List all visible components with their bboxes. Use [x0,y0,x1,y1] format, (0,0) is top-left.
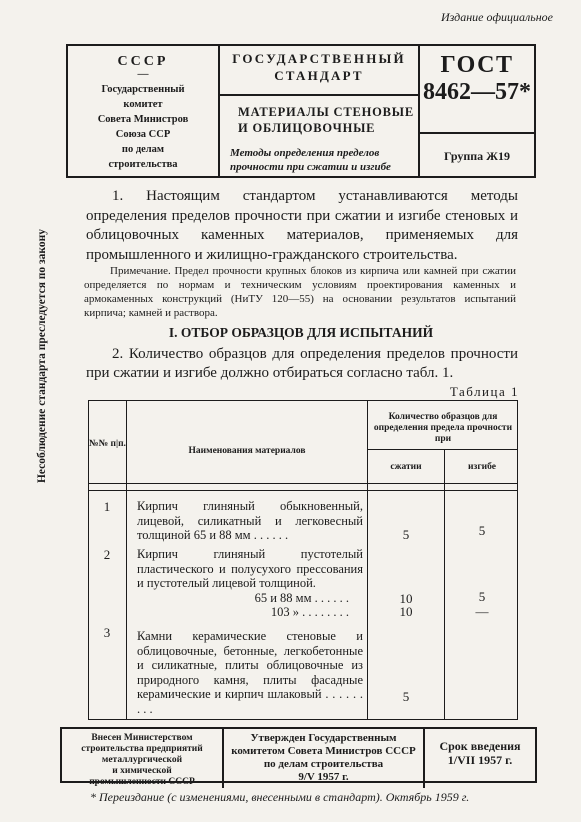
header-sample-count: Количество образцов для определения предела прочности при [373,412,513,444]
official-edition-note: Издание официальное [440,10,553,24]
gost-cell [420,46,534,176]
gost-number-box [420,46,534,134]
row-2-num: 2 [103,547,111,562]
row-3-text: Камни керамические стеновые и облицовочные, бетонные, легкобетонные и силикатные, плиты облицовочные из природного камня, плиты фасадные керамические и кирпич шлаковый . . . . . . . . . [137,629,363,716]
methods-subtitle: Методы определения пределов прочности при сжатии и изгибе [230,147,391,173]
row-3-num: 3 [103,625,111,640]
row-2-sub2-compression: 10 [399,604,413,619]
submitted-by: Внесен Министерством строительства предприятий металлургической и химической промышленности СССР [62,729,224,788]
row-3-compression: 5 [402,689,410,704]
section-title: I. ОТБОР ОБРАЗЦОВ ДЛЯ ИСПЫТАНИЙ [168,325,434,340]
header-dash: — [137,68,149,80]
table-divider [367,449,517,450]
row-2-sub1-compression: 10 [399,591,413,606]
group-label: Группа Ж19 [443,149,511,163]
state-standard-label: ГОСУДАРСТВЕННЫЙ СТАНДАРТ [220,46,418,96]
row-2-sub2: 103 » . . . . . . . . [270,605,349,619]
legal-side-note: Несоблюдение стандарта преследуется по закону [36,228,48,484]
standard-header [66,44,536,178]
title-cell [220,46,420,176]
header-bending: изгибе [468,462,496,472]
footer-block [60,727,537,787]
row-2-sub2-bending: — [475,604,489,619]
paragraph-2: 2. Количество образцов для определения пределов прочности при сжатии и изгибе должно отбираться согласно табл. 1. [86,346,518,381]
header-name: Наименования материалов [188,446,306,456]
gost-label: ГОСТ [440,52,514,78]
row-2-sub1: 65 и 88 мм . . . . . . [254,591,349,605]
reprint-note: * Переиздание (с изменениями, внесенными в стандарт). Октябрь 1959 г. [90,790,470,804]
table-caption: Таблица 1 [449,384,519,399]
ussr-committee-cell [68,46,220,176]
note-paragraph: Примечание. Предел прочности крупных блоков из кирпича или камней при сжатии определяется по нормам и техническим условиям проектирования каменных и армокаменных конструкций (НиТУ 120—55) на основании результатов испытаний кирпича; камней и раствора. [84,265,516,319]
approved-by: Утвержден Государственным комитетом Совета Министров СССР по делам строительства 9/V 1957 г. [224,729,425,788]
gost-number: 8462—57* [423,79,531,105]
effective-date: Срок введения 1/VII 1957 г. [439,739,521,767]
header-compression: сжатии [390,462,422,472]
row-1-text: Кирпич глиняный обыкновенный, лицевой, силикатный и легковесный толщиной 65 и 88 мм . . . . . . [137,499,363,542]
committee-name: Государственный комитет Совета Министров Союза ССР по делам строительства [97,84,189,170]
materials-title: МАТЕРИАЛЫ СТЕНОВЫЕ И ОБЛИЦОВОЧНЫЕ [238,105,414,135]
row-1-num: 1 [103,499,111,514]
samples-table [88,400,518,720]
row-1-compression: 5 [402,527,410,542]
table-divider [89,483,517,484]
paragraph-1: 1. Настоящим стандартом устанавливаются методы определения пределов прочности при сжатии и изгибе стеновых и облицовочных каменных материалов, применяемых для промышленного и жилищно-гражданского строительства. [86,188,518,263]
table-divider [89,490,517,491]
ussr-label: СССР [117,54,169,69]
header-num: №№ п|п. [89,439,126,449]
row-2-text: Кирпич глиняный пустотелый пластического и полусухого прессования и пустотелый лицевой толщиной. [137,547,363,590]
row-2-sub1-bending: 5 [478,589,486,604]
row-1-bending: 5 [478,523,486,538]
